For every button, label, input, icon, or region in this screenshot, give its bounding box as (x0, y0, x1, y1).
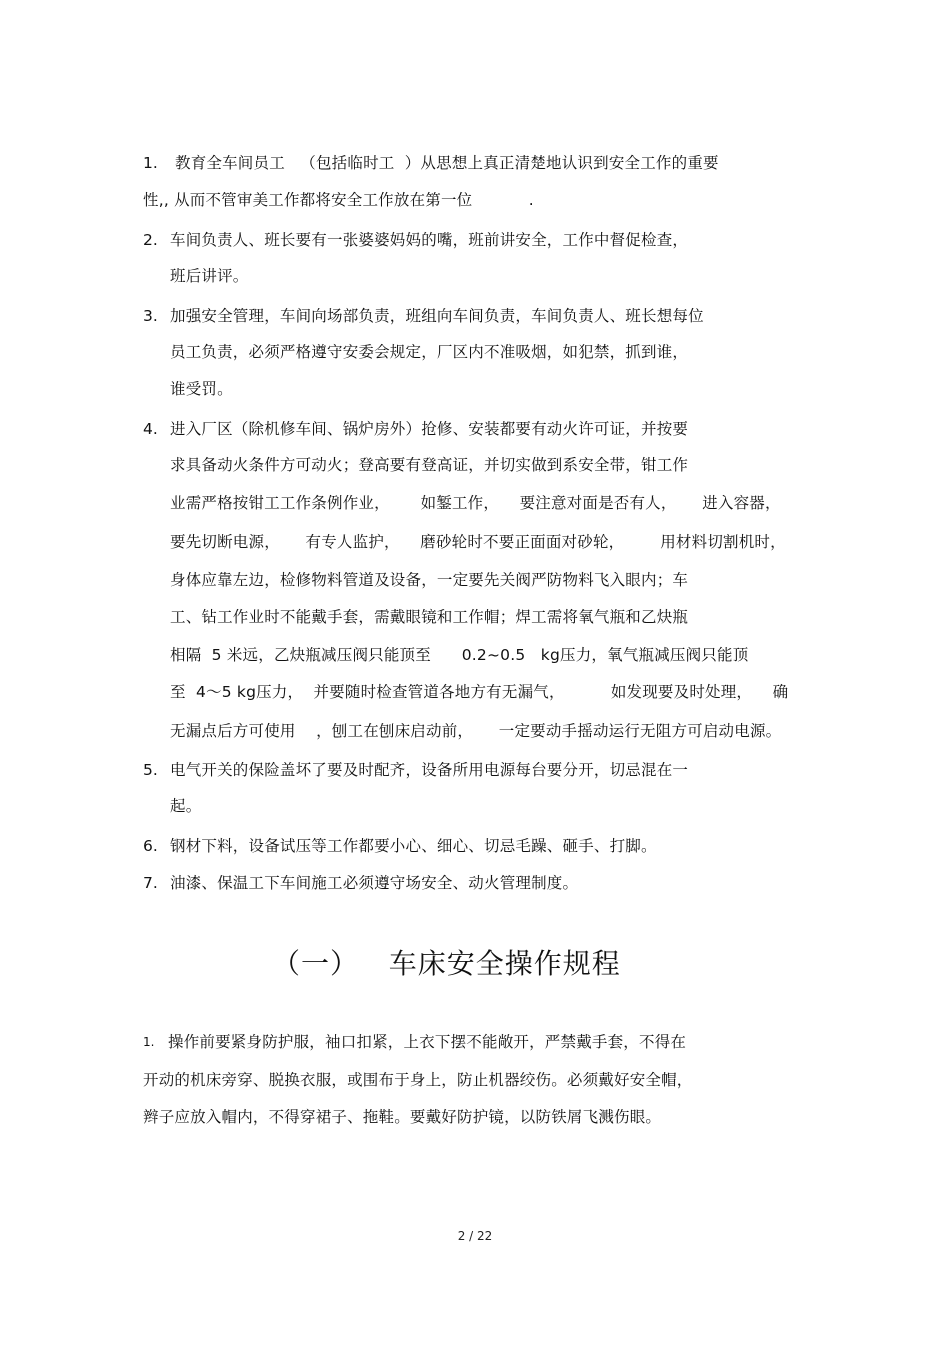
list-item-line: 加强安全管理，车间向场部负责，班组向车间负责，车间负责人、班长想每位 (170, 307, 704, 325)
list-item-line: 油漆、保温工下车间施工必须遵守场安全、动火管理制度。 (170, 874, 579, 892)
list-item-number: 1. (143, 154, 158, 172)
section-heading: （一） 车床安全操作规程 (272, 947, 621, 980)
section-item-line: 开动的机床旁穿、脱换衣服，或围布于身上，防止机器绞伤。必须戴好安全帽， (143, 1071, 693, 1089)
list-item-line: 教育全车间员工 （包括临时工 ）从思想上真正清楚地认识到安全工作的重要 (175, 154, 719, 172)
list-item-line: 谁受罚。 (170, 380, 233, 398)
section-item-line: 辫子应放入帽内，不得穿裙子、拖鞋。要戴好防护镜，以防铁屑飞溅伤眼。 (143, 1108, 662, 1126)
list-item-line: 电气开关的保险盖坏了要及时配齐，设备所用电源每台要分开，切忌混在一 (170, 761, 689, 779)
list-item-line: 进入厂区（除机修车间、锅炉房外）抢修、安装都要有动火许可证，并按要 (170, 420, 689, 438)
list-item-number: 2. (143, 231, 158, 249)
list-item-number: 6. (143, 837, 158, 855)
list-item-line: 钢材下料，设备试压等工作都要小心、细心、切忌毛躁、砸手、打脚。 (170, 837, 657, 855)
list-item-number: 7. (143, 874, 158, 892)
list-item-line: 起。 (170, 797, 202, 815)
list-item-line: 无漏点后方可使用 ，刨工在刨床启动前， 一定要动手摇动运行无阻方可启动电源。 (170, 722, 782, 740)
list-item-line: 求具备动火条件方可动火；登高要有登高证，并切实做到系安全带，钳工作 (170, 456, 689, 474)
list-item-line: 员工负责，必须严格遵守安委会规定，厂区内不准吸烟，如犯禁，抓到谁， (170, 343, 689, 361)
list-item-line: 性,, 从而不管审美工作都将安全工作放在第一位 . (143, 191, 534, 209)
list-item-number: 3. (143, 307, 158, 325)
list-item-line: 业需严格按钳工工作条例作业， 如錾工作， 要注意对面是否有人， 进入容器， (170, 494, 781, 512)
section-item-line: 操作前要紧身防护服，袖口扣紧，上衣下摆不能敞开，严禁戴手套，不得在 (168, 1033, 687, 1051)
page-number: 2 / 22 (457, 1229, 493, 1243)
list-item-line: 工、钻工作业时不能戴手套，需戴眼镜和工作帽；焊工需将氧气瓶和乙炔瓶 (170, 608, 689, 626)
list-item-line: 相隔 5 米远，乙炔瓶减压阀只能顶至 0.2~0.5 kg压力，氧气瓶减压阀只能顶 (170, 646, 749, 664)
list-item-line: 要先切断电源， 有专人监护， 磨砂轮时不要正面面对砂轮， 用材料切割机时， (170, 533, 786, 551)
section-item-number: 1. (143, 1035, 155, 1049)
list-item-line: 车间负责人、班长要有一张婆婆妈妈的嘴，班前讲安全，工作中督促检查， (170, 231, 689, 249)
list-item-line: 至 4～5 kg压力， 并要随时检查管道各地方有无漏气， 如发现要及时处理， 确 (170, 683, 789, 701)
list-item-number: 4. (143, 420, 158, 438)
list-item-number: 5. (143, 761, 158, 779)
list-item-line: 身体应靠左边，检修物料管道及设备，一定要先关阀严防物料飞入眼内；车 (170, 571, 689, 589)
list-item-line: 班后讲评。 (170, 267, 249, 285)
